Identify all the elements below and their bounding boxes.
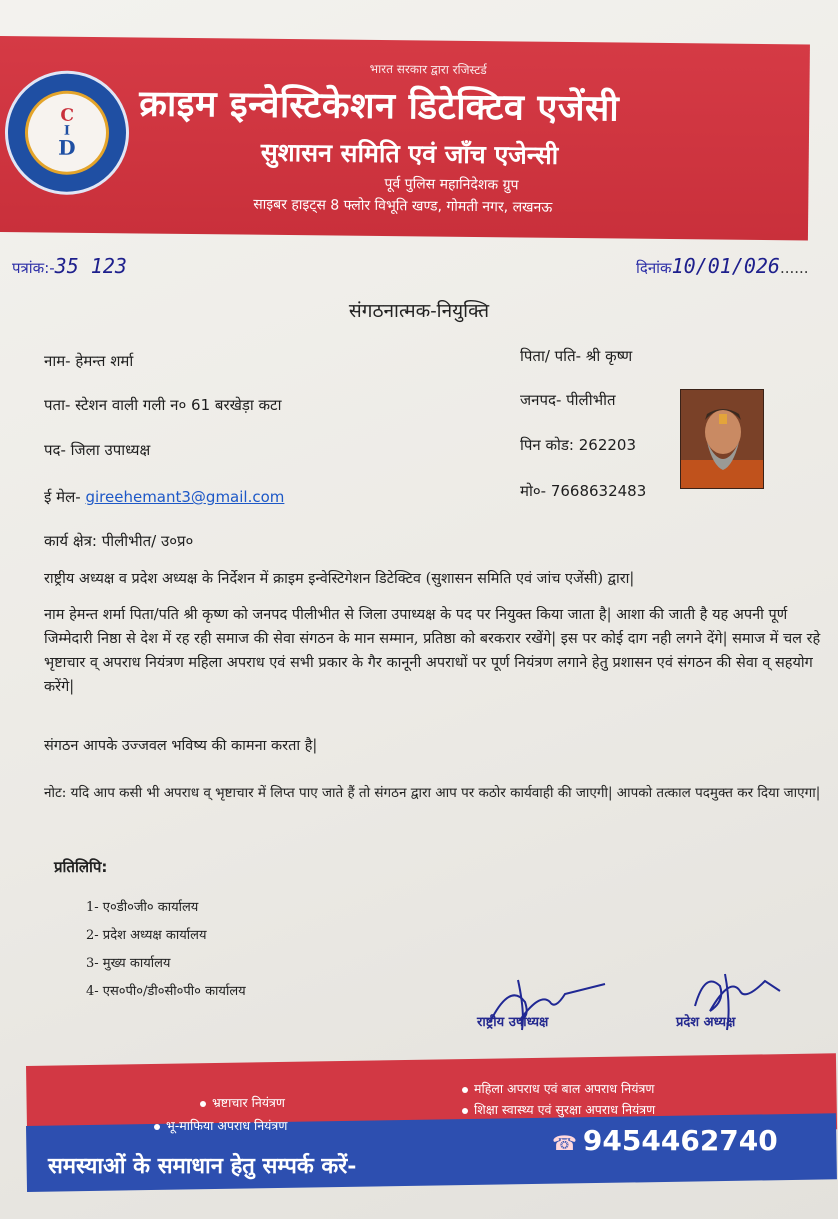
portrait-image bbox=[681, 390, 764, 489]
agency-address: साइबर हाइट्स 8 फ्लोर विभूति खण्ड, गोमती नगर, लखनऊ bbox=[253, 196, 553, 216]
reference-value: 35 123 bbox=[54, 254, 127, 278]
copies-title: प्रतिलिपि: bbox=[54, 858, 108, 876]
copy-item: 3- मुख्य कार्यालय bbox=[86, 956, 171, 971]
registered-text: भारत सरकार द्वारा रजिस्टर्ड bbox=[369, 61, 487, 78]
phone-icon: ☎ bbox=[552, 1131, 577, 1155]
bullet-icon bbox=[462, 1087, 468, 1093]
reference-label: पत्रांक:- bbox=[12, 259, 55, 277]
email-label: ई मेल- bbox=[44, 488, 86, 506]
footer-item: भ्रष्टाचार नियंत्रण bbox=[200, 1094, 285, 1111]
reference-number bbox=[12, 254, 127, 278]
agency-group: पूर्व पुलिस महानिदेशक ग्रुप bbox=[384, 176, 519, 194]
logo-letter-c: C bbox=[60, 105, 75, 126]
copy-item: 1- ए०डी०जी० कार्यालय bbox=[86, 900, 199, 915]
bullet-icon bbox=[462, 1108, 468, 1114]
contact-phone[interactable] bbox=[552, 1124, 778, 1157]
letterhead bbox=[0, 36, 810, 240]
mobile-field: मो०- 7668632483 bbox=[520, 482, 647, 500]
member-photo bbox=[680, 389, 764, 489]
contact-label: समस्याओं के समाधान हेतु सम्पर्क करें- bbox=[48, 1153, 357, 1179]
cid-logo bbox=[4, 70, 129, 195]
logo-letter-i: I bbox=[63, 123, 71, 139]
pin-field: पिन कोड: 262203 bbox=[520, 436, 637, 454]
date-label: दिनांक bbox=[636, 259, 672, 277]
date-dots: ...... bbox=[779, 259, 809, 277]
directive-text: राष्ट्रीय अध्यक्ष व प्रदेश अध्यक्ष के निर्देशन में क्राइम इन्वेस्टिगेशन डिटेक्टिव (सुशासन समिति एवं जांच एजेंसी) द्वारा| bbox=[44, 571, 635, 587]
right-signature-title: प्रदेश अध्यक्ष bbox=[676, 1015, 736, 1030]
footer-item: भू-माफिया अपराध नियंत्रण bbox=[154, 1117, 287, 1134]
phone-number[interactable]: 9454462740 bbox=[582, 1124, 778, 1157]
left-signature-title: राष्ट्रीय उपाध्यक्ष bbox=[477, 1015, 549, 1030]
footer-item: महिला अपराध एवं बाल अपराध नियंत्रण bbox=[462, 1080, 654, 1097]
work-area-field: कार्य क्षेत्र: पीलीभीत/ उ०प्र० bbox=[44, 532, 194, 550]
date-value: 10/01/026 bbox=[671, 254, 780, 278]
logo-letter-d: D bbox=[58, 135, 76, 160]
bullet-icon bbox=[200, 1101, 206, 1107]
father-field: पिता/ पति- श्री कृष्ण bbox=[520, 347, 633, 365]
agency-subtitle: सुशासन समिति एवं जाँच एजेन्सी bbox=[260, 137, 559, 170]
footer-item: शिक्षा स्वास्थ्य एवं सुरक्षा अपराध नियंत्रण bbox=[462, 1101, 655, 1118]
email-link[interactable]: gireehemant3@gmail.com bbox=[85, 488, 285, 506]
agency-title: क्राइम इन्वेस्टिकेशन डिटेक्टिव एजेंसी bbox=[139, 82, 620, 130]
district-field: जनपद- पीलीभीत bbox=[520, 391, 616, 409]
document-title: संगठनात्मक-नियुक्ति bbox=[348, 300, 490, 322]
bullet-icon bbox=[154, 1124, 160, 1130]
copy-item: 2- प्रदेश अध्यक्ष कार्यालय bbox=[86, 928, 207, 943]
note-text: नोट: यदि आप कसी भी अपराध व् भृष्टाचार में लिप्त पाए जाते हैं तो संगठन द्वारा आप पर कठोर कार्यवाही की जाएगी| आपको तत्काल पदमुक्त कर दिया जाएगा| bbox=[44, 785, 821, 801]
email-field bbox=[44, 487, 284, 507]
letter-date bbox=[636, 254, 809, 278]
post-field: पद- जिला उपाध्यक्ष bbox=[44, 441, 151, 459]
copies-list bbox=[86, 897, 246, 1009]
wishes-text: संगठन आपके उज्जवल भविष्य की कामना करता है| bbox=[44, 738, 318, 754]
name-field: नाम- हेमन्त शर्मा bbox=[44, 352, 134, 370]
copy-item: 4- एस०पी०/डी०सी०पी० कार्यालय bbox=[86, 984, 246, 999]
address-field: पता- स्टेशन वाली गली न० 61 बरखेड़ा कटा bbox=[44, 396, 282, 414]
appointment-text: नाम हेमन्त शर्मा पिता/पति श्री कृष्ण को जनपद पीलीभीत से जिला उपाध्यक्ष के पद पर नियुक्त किया जाता है| आशा की जाती है यह अपनी पूर्ण जिम्मेदारी निष्ठा से देश में रह रही समाज की सेवा संगठन के मान सम्मान, प्रतिष्ठा को बरकरार रखेंगे| इस पर कोई दाग नही लगने देंगे| समाज में चल रहे भृष्टाचार व् अपराध नियंत्रण महिला अपराध एवं सभी प्रकार के गैर कानूनी अपराधों पर पूर्ण नियंत्रण लगाने हेतु प्रशासन एवं संगठन की सेवा व् सहयोग करेंगे| bbox=[44, 607, 821, 695]
logo-emblem bbox=[25, 90, 110, 175]
